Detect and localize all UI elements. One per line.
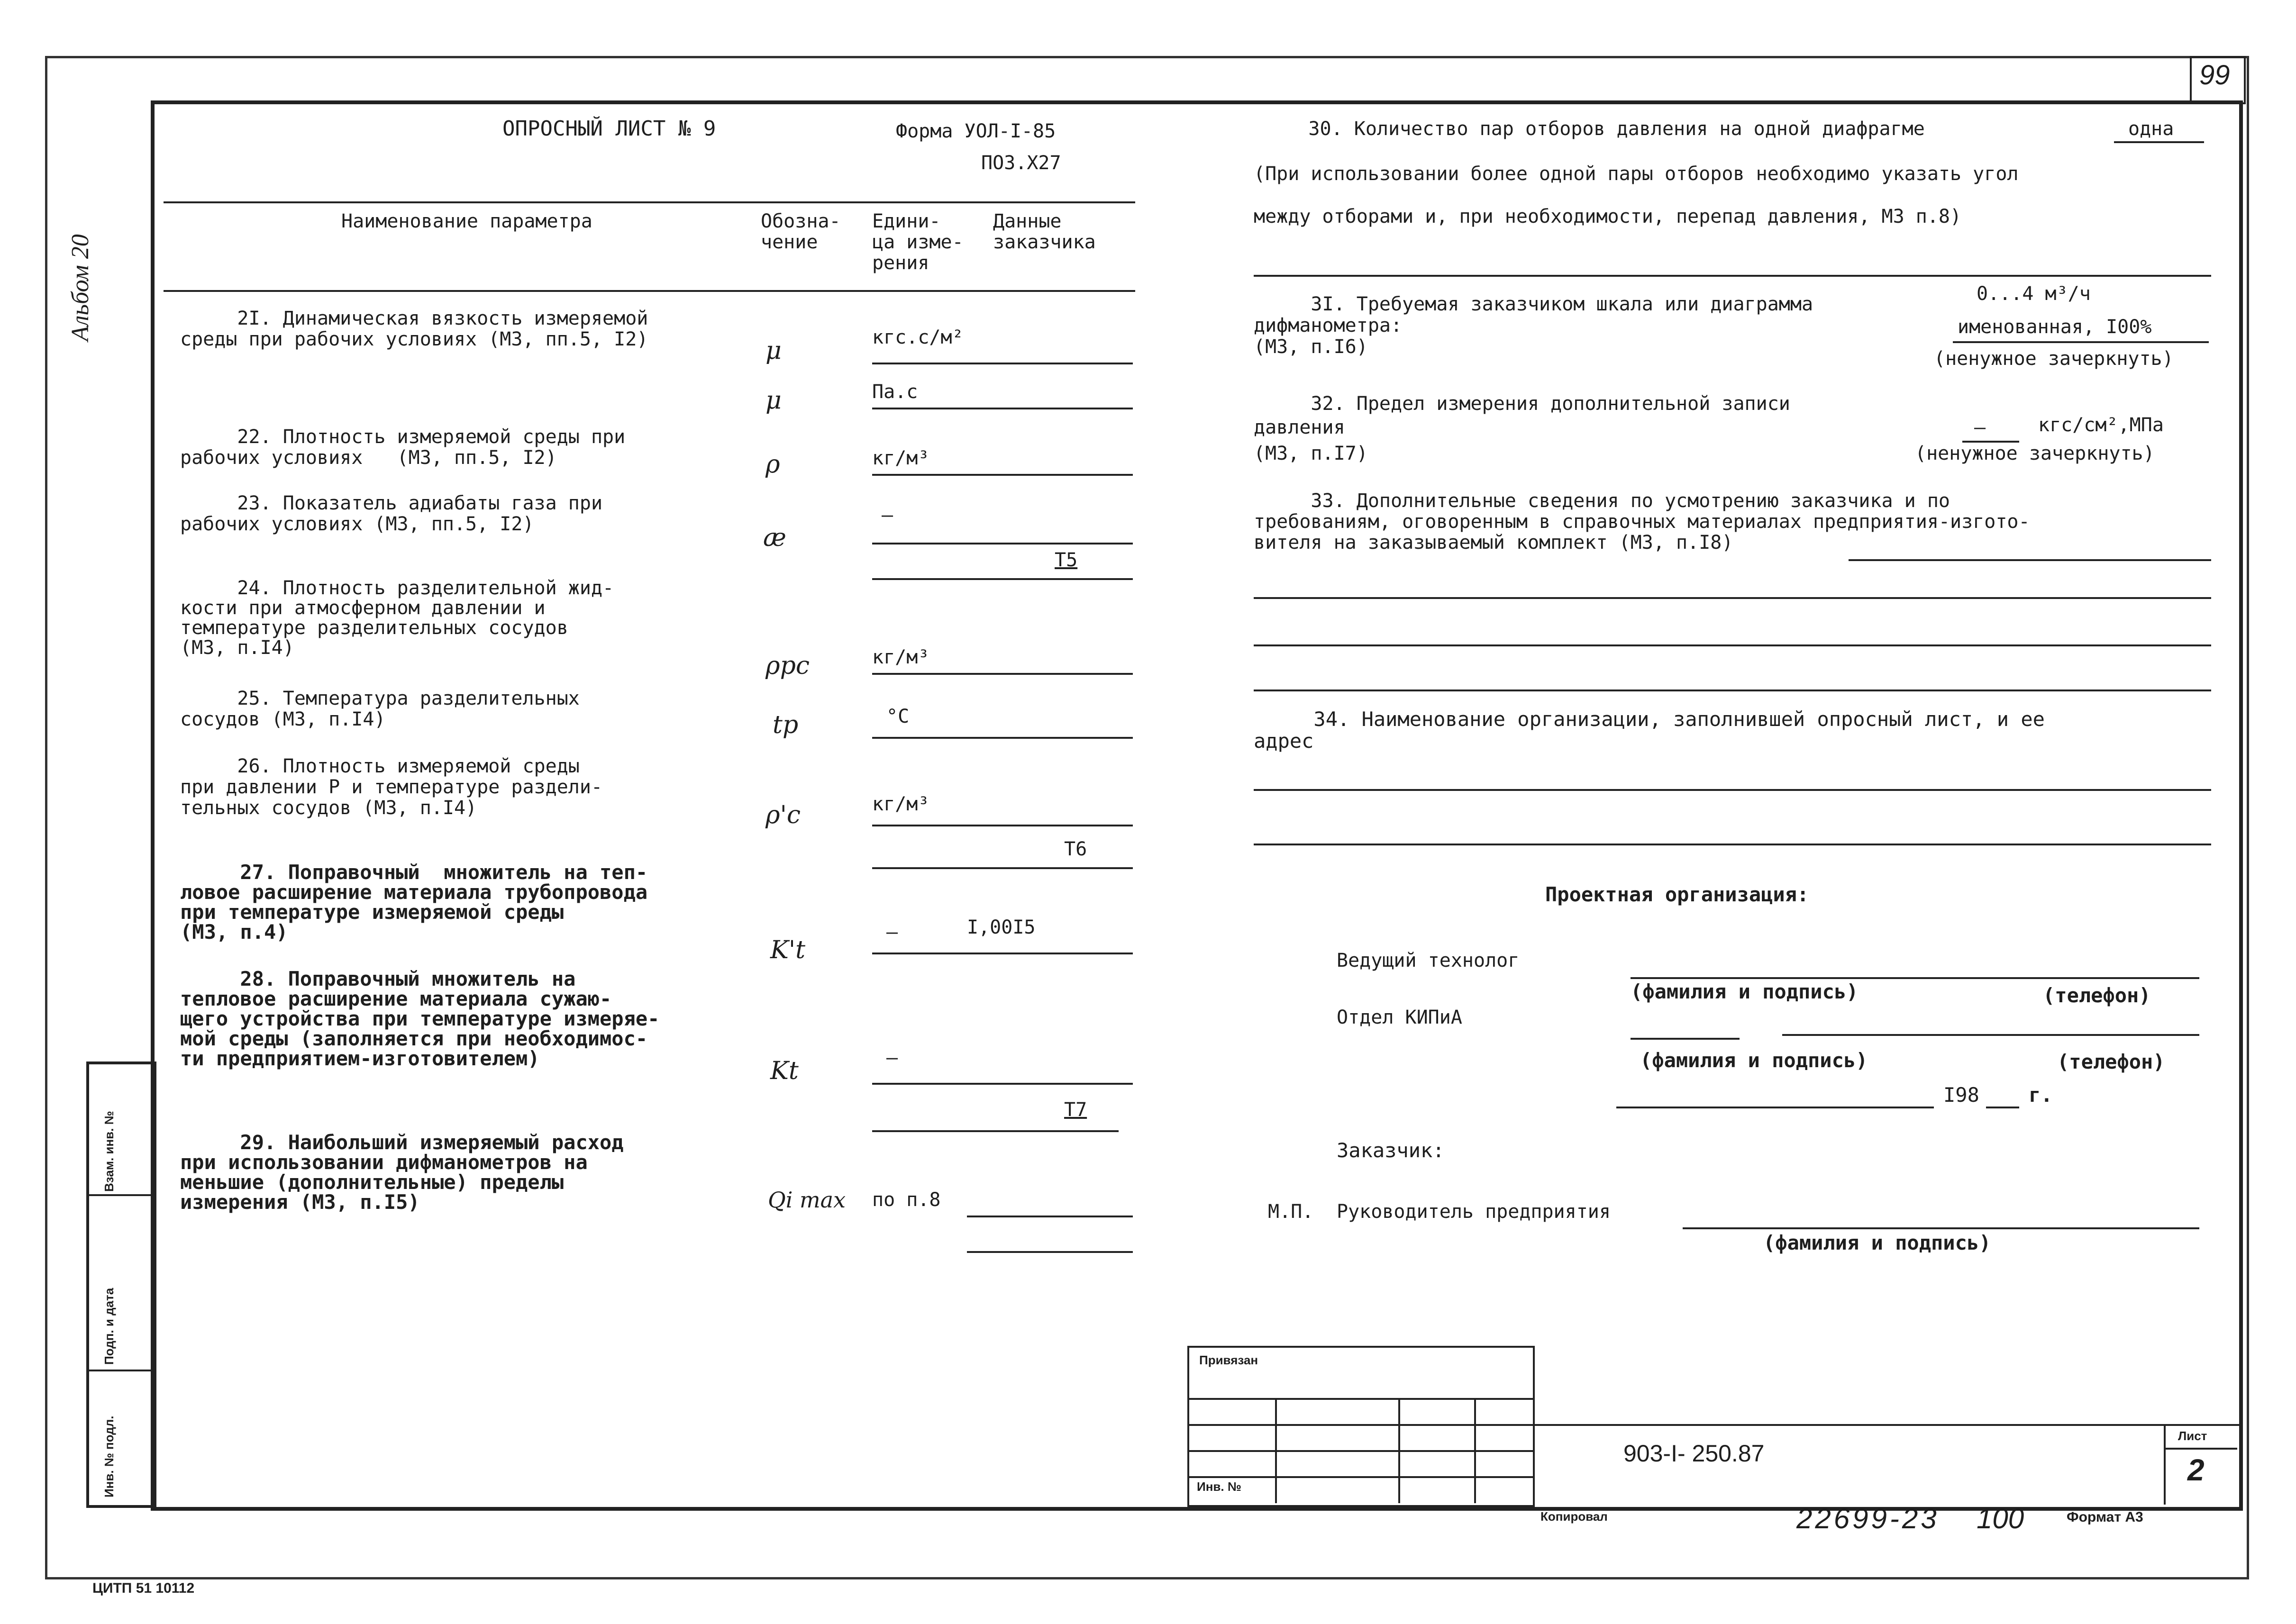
mp-label: М.П. [1268, 1201, 1314, 1223]
param-25-unit: °C [886, 706, 910, 727]
album-label: Альбом 20 [67, 234, 94, 341]
q32-note: (ненужное зачеркнуть) [1915, 443, 2155, 464]
param-29-symbol: Qi max [768, 1187, 846, 1213]
lead-tech-sign-label: (фамилия и подпись) [1631, 980, 1859, 1003]
q33-text: 33. Дополнительные сведения по усмотрению заказчика и по требованиям, оговоренным в справочных материалах предприятия-изгото- вителя на заказываемый комплект (МЗ, п.I8) [1254, 490, 2030, 553]
side-stamp-frame [86, 1061, 156, 1508]
param-23-text: 23. Показатель адиабаты газа при рабочих условиях (МЗ, пп.5, I2) [180, 492, 603, 535]
copied-label: Копировал [1540, 1509, 1608, 1524]
copy-number-2: 100 [1977, 1503, 2024, 1534]
format-label: Формат А3 [2067, 1509, 2143, 1525]
q31-note: (ненужное зачеркнуть) [1934, 348, 2174, 370]
param-27-symbol: K't [770, 936, 806, 964]
param-26-symbol: ρ'с [765, 801, 801, 829]
head-sign-label: (фамилия и подпись) [1763, 1231, 1991, 1254]
lead-tech-label: Ведущий технолог [1337, 950, 1520, 971]
org-title: Проектная организация: [1545, 883, 1809, 906]
param-27-unit: – [886, 921, 898, 943]
param-21b-unit: Па.с [872, 381, 918, 403]
q31-line-3: (МЗ, п.I6) [1254, 336, 1368, 358]
param-28-text: 28. Поправочный множитель на тепловое расширение материала сужаю- щего устройства при температуре измеряе- мой среды (заполняется при необходимос- ти предприятием-изготовителем) [180, 967, 660, 1070]
param-26-unit: кг/м³ [872, 793, 929, 815]
q30-text: 30. Количество пар отборов давления на одной диафрагме [1251, 118, 1925, 140]
side-vzam: Взам. инв. № [102, 1111, 116, 1192]
doc-code: 903-I- 250.87 [1623, 1440, 1765, 1467]
param-21-symbol: μ [765, 336, 782, 365]
param-24-unit: кг/м³ [872, 646, 929, 668]
param-25-symbol: tр [773, 711, 799, 739]
form-name: Форма УОЛ-I-85 [896, 120, 1056, 142]
q32-line-1: 32. Предел измерения дополнительной записи [1254, 393, 1790, 415]
copy-number: 22699-23 [1796, 1503, 1940, 1534]
param-27-text: 27. Поправочный множитель на теп- ловое расширение материала трубопровода при температуре измеряемой среды (МЗ, п.4) [180, 861, 648, 944]
table-header-rule [164, 290, 1135, 292]
q30-value: одна [2128, 118, 2174, 140]
col-data-header: Данные заказчика [993, 210, 1096, 253]
q32-unit: кгс/см²,МПа [2038, 414, 2164, 436]
param-29-unit: по п.8 [872, 1189, 941, 1211]
param-29-text: 29. Наибольший измеряемый расход при использовании дифманометров на меньшие (дополнительные) пределы измерения (МЗ, п.I5) [180, 1131, 624, 1214]
col-symbol-header: Обозна- чение [761, 210, 841, 253]
param-22-text: 22. Плотность измеряемой среды при рабочих условиях (МЗ, пп.5, I2) [180, 426, 626, 469]
q32-line-2: давления [1254, 417, 1345, 438]
sheet-title: ОПРОСНЫЙ ЛИСТ № 9 [502, 117, 716, 141]
q31-value-1: 0...4 м³/ч [1977, 283, 2091, 305]
param-28-symbol: Kt [770, 1057, 799, 1085]
year-label: I98 [1943, 1083, 1979, 1107]
param-21-unit: кгс.с/м² [872, 327, 964, 348]
param-22-unit: кг/м³ [872, 447, 929, 469]
q32-line-3: (МЗ, п.I7) [1254, 443, 1368, 464]
param-22-symbol: ρ [765, 450, 780, 479]
table-top-rule [164, 201, 1135, 203]
inv-label: Инв. № [1197, 1479, 1241, 1494]
sheet-number: 2 [2187, 1453, 2205, 1487]
col-param-header: Наименование параметра [341, 210, 592, 232]
kipia-label: Отдел КИПиА [1337, 1007, 1462, 1028]
privyazan-label: Привязан [1199, 1353, 1258, 1367]
side-podp: Подп. и дата [102, 1288, 116, 1365]
q31-line-2: дифманометра: [1254, 315, 1403, 336]
customer-label: Заказчик: [1337, 1139, 1445, 1162]
q31-value-2: именованная, I00% [1958, 316, 2152, 338]
kipia-phone-label: (телефон) [2057, 1050, 2165, 1073]
lead-tech-phone-label: (телефон) [2043, 984, 2151, 1007]
page-number: 99 [2199, 60, 2230, 91]
param-24-text: 24. Плотность разделительной жид- кости при атмосферном давлении и температуре разделительных сосудов (МЗ, п.I4) [180, 577, 614, 659]
side-inv-podl: Инв. № подл. [102, 1415, 116, 1497]
q32-value: – [1974, 417, 1986, 438]
marker-t5: Т5 [1055, 549, 1078, 571]
marker-t7: Т7 [1064, 1099, 1087, 1121]
param-27-value: I,00I5 [967, 916, 1036, 938]
kipia-sign-label: (фамилия и подпись) [1640, 1049, 1868, 1072]
sheet-label: Лист [2178, 1429, 2207, 1443]
year-suffix: г. [2029, 1083, 2053, 1107]
q30-note-1: (При использовании более одной пары отборов необходимо указать угол [1254, 163, 2019, 185]
param-21-text: 2I. Динамическая вязкость измеряемой среды при рабочих условиях (МЗ, пп.5, I2) [180, 308, 648, 350]
param-28-unit: – [886, 1047, 898, 1069]
param-21b-symbol: μ [765, 386, 782, 415]
param-24-symbol: ρрс [765, 652, 810, 680]
param-23-symbol: æ [763, 524, 786, 552]
q30-note-2: между отборами и, при необходимости, перепад давления, МЗ п.8) [1254, 206, 1962, 227]
q34-text: 34. Наименование организации, заполнившей опросный лист, и ее адрес [1254, 708, 2045, 753]
q31-line-1: 3I. Требуемая заказчиком шкала или диаграмма [1254, 293, 1813, 315]
param-23-unit: – [882, 504, 893, 526]
col-unit-header: Едини- ца изме- рения [872, 210, 964, 274]
head-label: Руководитель предприятия [1337, 1201, 1611, 1223]
print-code: ЦИТП 51 10112 [92, 1580, 195, 1596]
param-25-text: 25. Температура разделительных сосудов (МЗ, п.I4) [180, 688, 580, 730]
form-code: ПОЗ.Х27 [981, 152, 1061, 174]
param-26-text: 26. Плотность измеряемой среды при давлении Р и температуре раздели- тельных сосудов (МЗ, п.I4) [180, 755, 603, 819]
marker-t6: Т6 [1064, 838, 1087, 860]
